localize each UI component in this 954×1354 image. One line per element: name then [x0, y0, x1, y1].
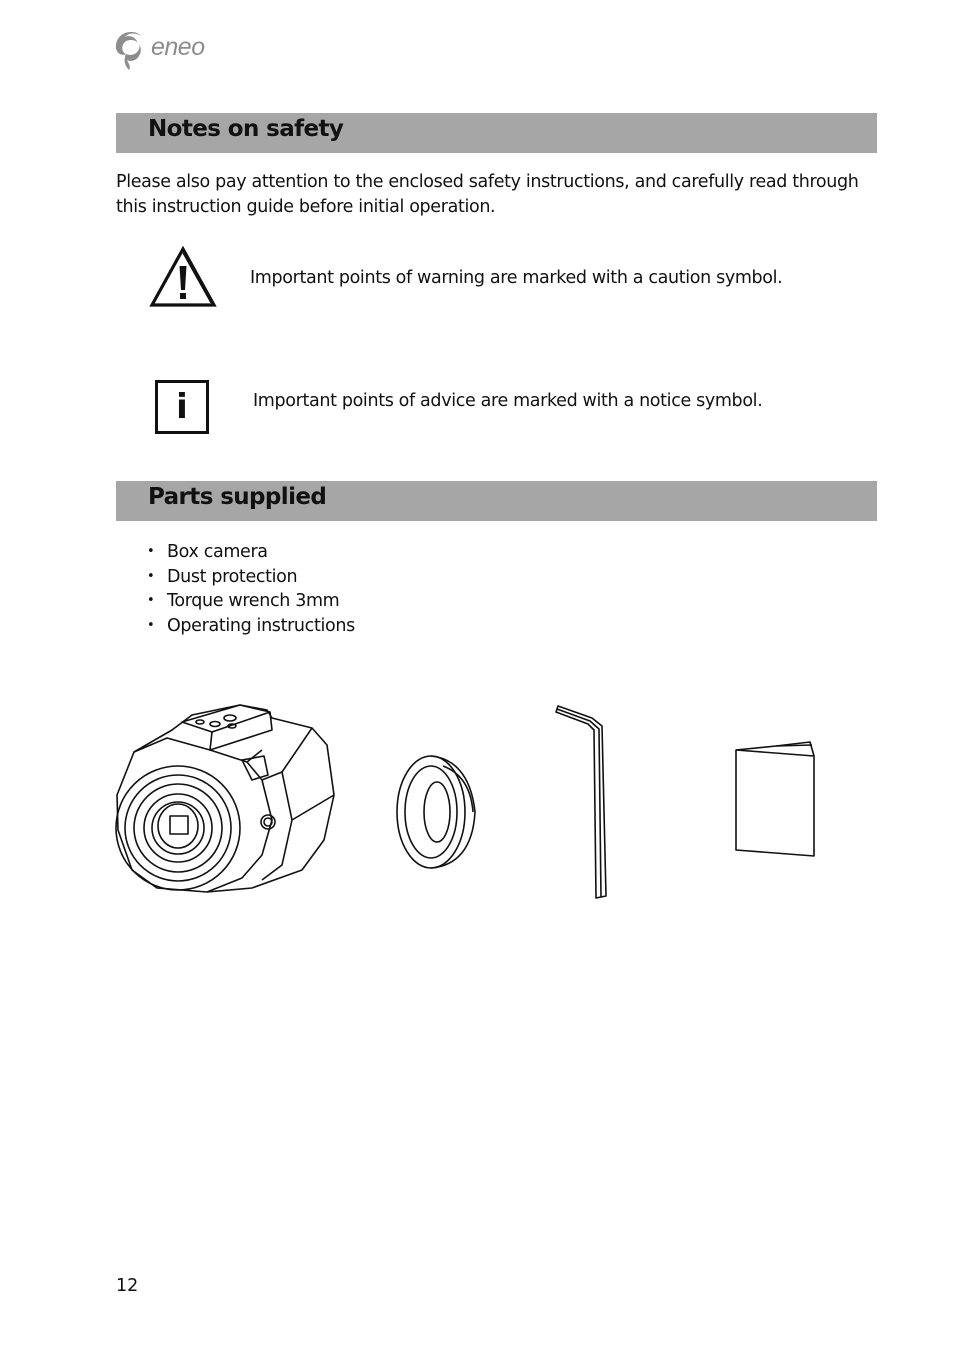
notice-description: Important points of advice are marked with a notice symbol. — [253, 391, 763, 411]
operating-instructions-booklet-illustration — [730, 738, 822, 862]
section-title-safety: Notes on safety — [148, 116, 344, 142]
page-number: 12 — [116, 1276, 139, 1296]
eneo-logo — [113, 30, 223, 72]
list-item: • Operating instructions — [146, 614, 355, 639]
info-notice-icon — [155, 380, 209, 434]
eneo-swirl-logo-icon — [113, 30, 149, 72]
section-heading-safety — [116, 113, 877, 153]
dust-protection-ring-illustration — [393, 752, 481, 874]
list-item: • Torque wrench 3mm — [146, 589, 355, 614]
logo-wordmark: eneo — [151, 33, 205, 61]
warning-description: Important points of warning are marked with a caution symbol. — [250, 268, 783, 288]
box-camera-illustration — [112, 700, 340, 898]
info-icon-glyph: i — [176, 387, 188, 427]
torque-wrench-illustration — [552, 700, 614, 904]
caution-triangle-icon — [149, 246, 217, 308]
section-title-parts: Parts supplied — [148, 484, 327, 510]
list-item: • Dust protection — [146, 565, 355, 590]
parts-list — [146, 540, 355, 638]
section-heading-parts — [116, 481, 877, 521]
list-item: • Box camera — [146, 540, 355, 565]
safety-intro-paragraph: Please also pay attention to the enclosed safety instructions, and carefully read through this instruction guide before initial operation. — [116, 172, 859, 217]
